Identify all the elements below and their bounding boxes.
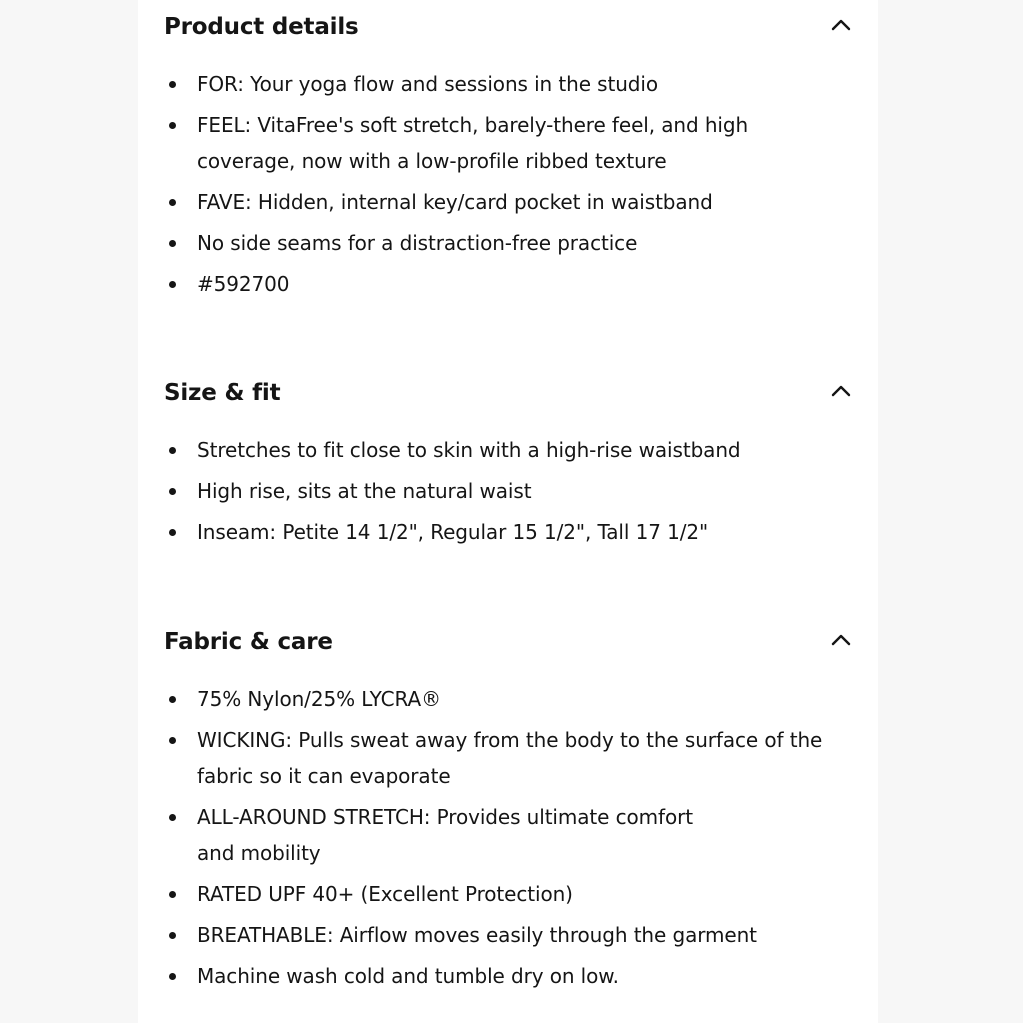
section-title: Size & fit (164, 380, 281, 406)
product-details-header[interactable] (164, 6, 854, 50)
section-title: Fabric & care (164, 629, 333, 655)
list-item: FOR: Your yoga flow and sessions in the studio (164, 66, 854, 102)
chevron-up-icon[interactable] (831, 384, 851, 398)
list-item: High rise, sits at the natural waist (164, 473, 854, 509)
list-item: WICKING: Pulls sweat away from the body to the surface of the fabric so it can evaporate (164, 722, 857, 794)
list-item: Machine wash cold and tumble dry on low. (164, 958, 854, 994)
chevron-up-icon[interactable] (831, 633, 851, 647)
list-item: FAVE: Hidden, internal key/card pocket in waistband (164, 184, 854, 220)
product-details-section (164, 6, 854, 296)
size-fit-list (164, 432, 854, 555)
list-item: FEEL: VitaFree's soft stretch, barely-there feel, and high coverage, now with a low-profile ribbed texture (164, 107, 777, 179)
section-title: Product details (164, 14, 359, 40)
list-item: ALL-AROUND STRETCH: Provides ultimate comfort and mobility (164, 799, 717, 871)
list-item: Inseam: Petite 14 1/2", Regular 15 1/2", Tall 17 1/2" (164, 514, 854, 550)
list-item: RATED UPF 40+ (Excellent Protection) (164, 876, 854, 912)
size-fit-header[interactable] (164, 372, 854, 416)
fabric-care-list (164, 681, 854, 999)
list-item: #592700 (164, 266, 854, 302)
list-item: Stretches to fit close to skin with a high-rise waistband (164, 432, 854, 468)
fabric-care-section (164, 621, 854, 988)
list-item: 75% Nylon/25% LYCRA® (164, 681, 854, 717)
product-info-panel (138, 0, 878, 1023)
fabric-care-header[interactable] (164, 621, 854, 665)
chevron-up-icon[interactable] (831, 18, 851, 32)
size-fit-section (164, 372, 854, 544)
product-details-list (164, 66, 854, 307)
list-item: No side seams for a distraction-free practice (164, 225, 854, 261)
list-item: BREATHABLE: Airflow moves easily through the garment (164, 917, 854, 953)
